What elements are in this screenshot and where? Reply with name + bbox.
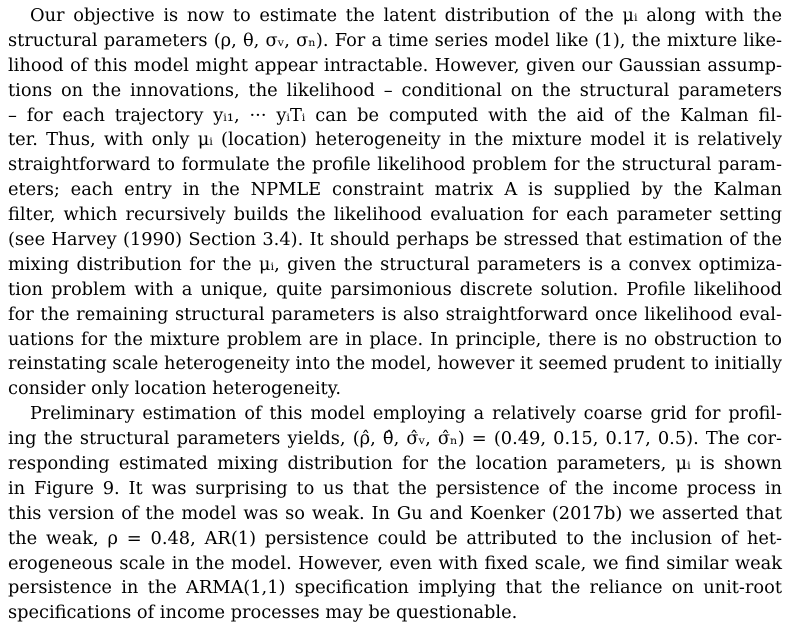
paper-page <box>8 4 782 626</box>
text-line: tions on the innovations, the likelihood – conditional on the structural parameters <box>8 79 782 101</box>
text-line: the weak, ρ = 0.48, AR(1) persistence could be attributed to the inclusion of het- <box>8 527 782 549</box>
text-line: eters; each entry in the NPMLE constraint matrix A is supplied by the Kalman <box>8 179 782 201</box>
text-line: ter. Thus, with only μᵢ (location) heterogeneity in the mixture model it is relatively <box>8 129 782 151</box>
text-line: – for each trajectory yᵢ₁, ··· yᵢTᵢ can be computed with the aid of the Kalman fil- <box>8 104 782 126</box>
text-line: ing the structural parameters yields, (ρ̂, θ̂, σ̂ᵥ, σ̂ₙ) = (0.49, 0.15, 0.17, 0.5). The cor- <box>8 428 782 450</box>
text-line: this version of the model was so weak. In Gu and Koenker (2017b) we asserted that <box>8 502 782 524</box>
text-line: consider only location heterogeneity. <box>8 378 342 400</box>
text-line: tion problem with a unique, quite parsimonious discrete solution. Profile likelihood <box>8 278 782 300</box>
text-line: lihood of this model might appear intractable. However, given our Gaussian assump- <box>8 54 782 76</box>
paragraph-2 <box>8 402 782 626</box>
paragraph-1 <box>8 4 782 402</box>
text-line: reinstating scale heterogeneity into the model, however it seemed prudent to initially <box>8 353 782 375</box>
text-line: Preliminary estimation of this model employing a relatively coarse grid for profil- <box>30 404 782 425</box>
text-line: uations for the mixture problem are in place. In principle, there is no obstruction to <box>8 328 782 350</box>
text-line: (see Harvey (1990) Section 3.4). It should perhaps be stressed that estimation of the <box>8 229 782 251</box>
text-line: in Figure 9. It was surprising to us that the persistence of the income process in <box>8 477 782 499</box>
text-line: straightforward to formulate the profile likelihood problem for the structural param- <box>8 154 782 176</box>
text-line: for the remaining structural parameters is also straightforward once likelihood eval- <box>8 303 782 325</box>
text-line: erogeneous scale in the model. However, even with fixed scale, we find similar weak <box>8 552 782 574</box>
text-line: persistence in the ARMA(1,1) specification implying that the reliance on unit-root <box>8 577 782 599</box>
text-line: mixing distribution for the μᵢ, given the structural parameters is a convex optimiza- <box>8 253 782 275</box>
text-line: Our objective is now to estimate the latent distribution of the μᵢ along with the <box>30 5 782 26</box>
text-line: structural parameters (ρ, θ, σᵥ, σₙ). For a time series model like (1), the mixture like- <box>8 29 782 51</box>
text-line: specifications of income processes may be questionable. <box>8 602 518 624</box>
text-line: filter, which recursively builds the likelihood evaluation for each parameter setting <box>8 204 782 226</box>
text-line: responding estimated mixing distribution for the location parameters, μᵢ is shown <box>8 453 782 475</box>
